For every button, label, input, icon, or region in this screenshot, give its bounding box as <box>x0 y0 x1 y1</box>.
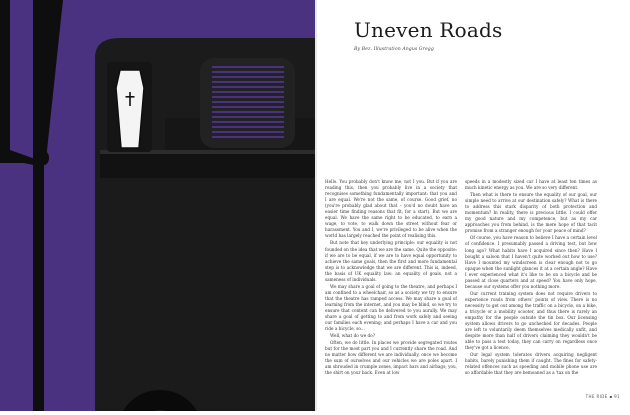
body-paragraph: Of course, you have reason to believe I have a certain level of confidence. I presumably passed a driving test, but how long ago? What habits have I acquired since then? Have I bought a saloon that I haven't quite worked out how to use? Have I mounted my windscreen is clear enough not to go opaque when the sunlight glances it at a certain angle? Have I ever experienced what it's like to be on a bicycle and be passed at close quarters and at speed? You have only hope, because our systems offer you nothing more. <box>465 235 597 289</box>
body-paragraph: Hello. You probably don't know me, not I you. But if you are reading this, then you probably live in a society that recognises something fundamentally important: that you and I are equal. We're not the same, of course. Good grief, no (you're probably glad about that – you'd no doubt have an easier time finding reasons that fit, for a start). But we are equal. We have the same right to be educated, to earn a wage, to vote, to walk down the street without fear or harassment. You and I, we're privileged to be alive when the world has largely reached the point of realising this. <box>325 179 457 239</box>
coffin-icon <box>116 70 144 148</box>
article-title: Uneven Roads <box>354 18 503 42</box>
page-folio: THE RIDE ▪ 91 <box>585 394 620 399</box>
body-paragraph: Well, what do we do? <box>330 333 375 339</box>
body-paragraph: We may share a goal of going to the theatre, and perhaps I am confined to a wheelchair, so as a society we try to ensure that the theatre has ramped access. We may share a goal of learning from the internet, and you may be blind, so we try to ensure that content can be delivered to you aurally. We may share a goal of getting to and from work safely and seeing our families each evening; and perhaps I have a car and you ride a bicycle, so... <box>325 283 457 332</box>
body-column-1 <box>325 179 457 389</box>
body-paragraph: Our current training system does not require drivers to experience roads from others' points of view. There is no necessity to get out among the traffic on a bicycle, on a bike, a tricycle or a mobility scooter, and thus there is rarely an empathy for the people outside the tin box. Our licensing system allows drivers to go unchecked for decades. People are left to voluntarily deem themselves medically unfit, and despite more than half of drivers claiming they wouldn't be able to pass a test today, they can carry on regardless once they've got a licence. <box>465 290 597 351</box>
article-byline: By Bez. Illustration Angus Gregg <box>354 47 434 52</box>
body-paragraph: Often, we do little. In places we provide segregated routes but for the most part you and I currently share the road. And no matter how different we are individually, once we become the sum of ourselves and our vehicles we are poles apart. I am shrouded in crumple zones, impact bars and airbags; you, the shirt on your back. Even at low <box>325 340 457 376</box>
body-paragraph: Our legal system tolerates drivers acquiring negligent habits, barely punishing them if caught. The fines for safety-related offences such as speeding and mobile phone use are so affordable that they are bemoaned as a 'tax on the <box>465 352 597 376</box>
article-page <box>317 0 630 411</box>
body-column-2 <box>465 179 597 389</box>
body-paragraph: But note that key underlying principle: our equality is not founded on the idea that we are the same. Quite the opposite: if we are to be equal, if we are to have equal opportunity to achieve the same goals, then the first and more fundamental step is to acknowledge that we are different. This is, indeed, the basis of UK equality law: an equality of goals, not a sameness of individuals. <box>325 240 457 282</box>
hearse-illustration <box>0 0 316 411</box>
body-paragraph: speeds in a modestly sized car I have at least ten times as much kinetic energy as you. We are so very different. <box>465 179 597 191</box>
body-paragraph: Then what is there to ensure the equality of our goal, our simple need to arrive at our destination safely? What is there to address this stark disparity of both protection and momentum? In reality, there is precious little. I could offer my good nature and my competence, but as my car approaches you from behind, is the mere hope of that tacit promise from a stranger enough for your peace of mind? <box>465 192 597 234</box>
